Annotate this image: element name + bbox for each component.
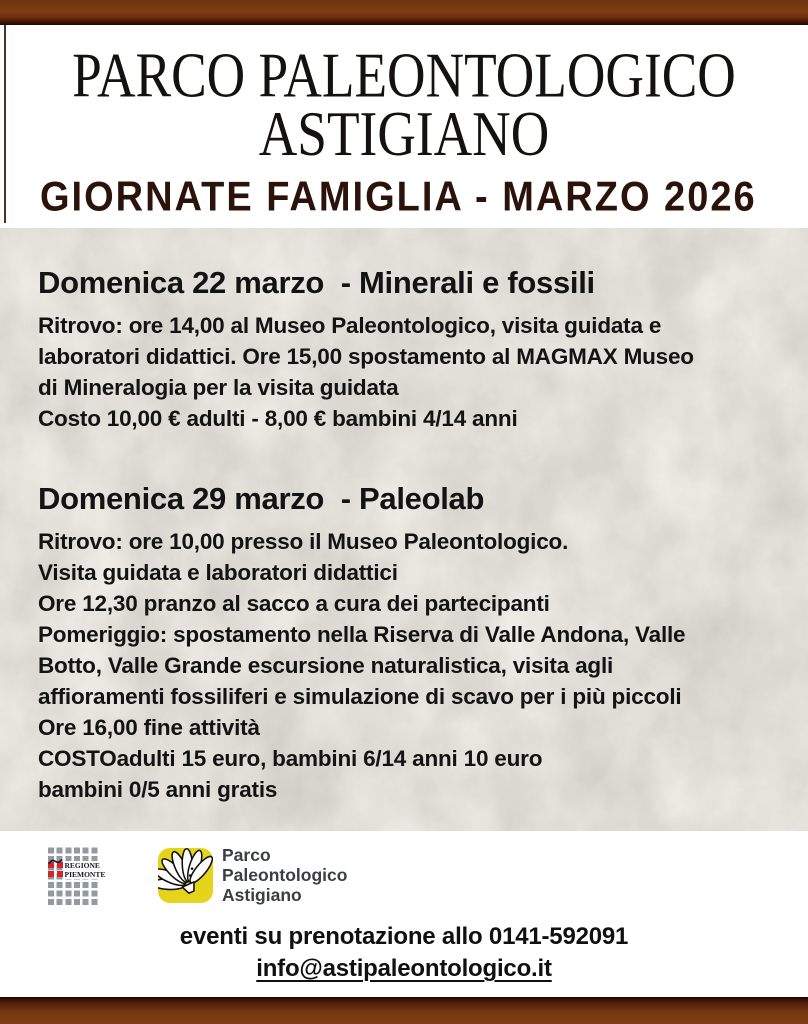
event-2-line: Botto, Valle Grande escursione naturalistica, visita agli bbox=[38, 653, 614, 678]
regione-piemonte-logo bbox=[48, 845, 106, 905]
regione-piemonte-label bbox=[64, 861, 106, 879]
event-2-line: Visita guidata e laboratori didattici bbox=[38, 560, 398, 585]
booking-info: eventi su prenotazione allo 0141-592091 bbox=[179, 923, 629, 950]
event-1-line: di Mineralogia per la visita guidata bbox=[38, 375, 399, 400]
email-link[interactable]: info@astipaleontologico.it bbox=[256, 955, 552, 982]
footer bbox=[0, 922, 808, 983]
event-2-line: Ore 16,00 fine attività bbox=[38, 715, 260, 740]
park-title-line2: ASTIGIANO bbox=[258, 97, 550, 170]
event-1-price-line: Costo 10,00 € adulti - 8,00 € bambini 4/14 anni bbox=[38, 406, 518, 431]
event-2-line: affioramenti fossiliferi e simulazione di scavo per i più piccoli bbox=[38, 684, 682, 709]
poster-subtitle: GIORNATE FAMIGLIA - MARZO 2026 bbox=[40, 174, 757, 221]
regione-label-line1: REGIONE bbox=[64, 861, 100, 870]
event-2-line: Pomeriggio: spostamento nella Riserva di Valle Andona, Valle bbox=[38, 622, 686, 647]
header bbox=[0, 39, 808, 170]
event-2-price-line: bambini 0/5 anni gratis bbox=[38, 777, 278, 802]
parco-label-line3: Astigiano bbox=[222, 885, 302, 905]
park-title-line1: PARCO PALEONTOLOGICO bbox=[72, 39, 736, 111]
event-1-line: Ritrovo: ore 14,00 al Museo Paleontologico, visita guidata e bbox=[38, 313, 662, 338]
events-panel bbox=[0, 228, 808, 831]
event-2-line: Ore 12,30 pranzo al sacco a cura dei partecipanti bbox=[38, 591, 550, 616]
event-2-price-line: COSTOadulti 15 euro, bambini 6/14 anni 10 euro bbox=[38, 746, 543, 771]
parco-label-line2: Paleontologico bbox=[222, 865, 348, 885]
event-1 bbox=[38, 264, 758, 434]
top-border-bar bbox=[0, 0, 808, 25]
scallop-shell-drawing bbox=[158, 847, 213, 903]
logo-row bbox=[48, 845, 347, 905]
parco-logo-label bbox=[222, 845, 347, 905]
bull-mark-icon bbox=[48, 858, 63, 865]
logo-red-square bbox=[57, 871, 63, 877]
event-2-line: Ritrovo: ore 10,00 presso il Museo Paleontologico. bbox=[38, 529, 569, 554]
event-1-title: Domenica 22 marzo - Minerali e fossili bbox=[38, 265, 595, 300]
bottom-border-bar bbox=[0, 997, 808, 1024]
regione-label-line2: PIEMONTE bbox=[64, 870, 106, 879]
logo-red-square bbox=[48, 871, 54, 877]
event-1-line: laboratori didattici. Ore 15,00 spostamento al MAGMAX Museo bbox=[38, 344, 694, 369]
events-content bbox=[0, 228, 808, 805]
event-2 bbox=[38, 480, 758, 805]
event-2-title: Domenica 29 marzo - Paleolab bbox=[38, 481, 485, 516]
page-title bbox=[32, 39, 775, 170]
scallop-shell-icon bbox=[158, 848, 213, 903]
parco-label-line1: Parco bbox=[222, 845, 271, 865]
